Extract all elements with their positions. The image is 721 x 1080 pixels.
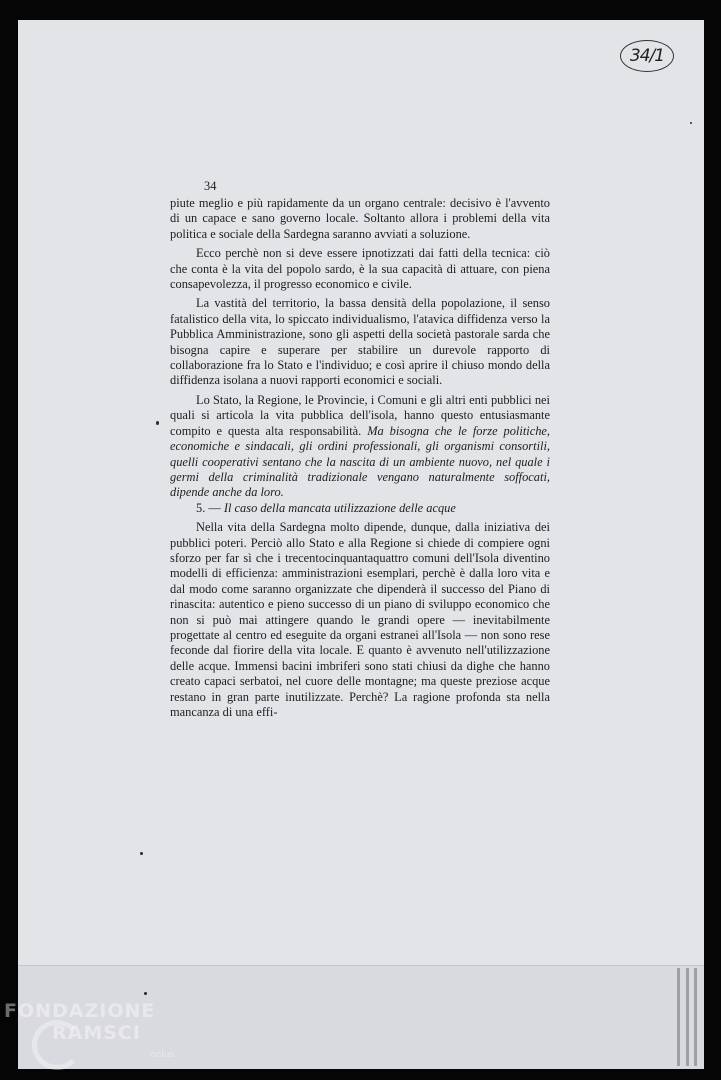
page-edge-strip: [677, 968, 680, 1066]
paper-speck: [140, 852, 143, 855]
paper-speck: [144, 992, 147, 995]
section-title: Il caso della mancata utilizzazione delle acque: [223, 500, 456, 515]
watermark-onlus: onlus: [150, 1050, 175, 1060]
page-number: 34: [204, 179, 217, 193]
paragraph: piute meglio e più rapidamente da un organo centrale: decisivo è l'avvento di un capace e sano governo locale. Soltanto allora i problemi della vita politica e sociale della Sardegna saranno avviati a soluzione.: [170, 196, 550, 241]
paper-speck: [156, 421, 159, 425]
paragraph: Nella vita della Sardegna molto dipende, dunque, dalla iniziativa dei pubblici poteri. Perciò allo Stato e alla Regione si chiede di compiere ogni sforzo per far sì che i trecentocinquantaquattro comuni dell'Isola diventino modelli di efficienza: amministrazioni esemplari, perchè è dalla loro vita e dal modo come saranno organizzate che dipenderà il successo del Piano di rinascita: autentico e pieno successo di un piano di sviluppo economico che non si può mai attingere quando le grandi opere — inevitabilmente progettate al centro ed eseguite da organi estranei all'Isola — non sono rese feconde dal fiorire della vita locale. E quanto è avvenuto nell'utilizzazione delle acque. Immensi bacini imbriferi sono stati chiusi da dighe che hanno creato capaci serbatoi, nel cuore delle montagne; ma queste preziose acque restano in gran parte inutilizzate. Perchè? La ragione profonda sta nella mancanza di una effi-: [170, 520, 550, 719]
paragraph: La vastità del territorio, la bassa densità della popolazione, il senso fatalistico della vita, lo spiccato individualismo, l'atavica diffidenza verso la Pubblica Amministrazione, sono gli aspetti della società pastorale sarda che bisogna capire e superare per stabilire un durevole rapporto di collaborazione fra lo Stato e l'individuo; e così aprire il chiuso mondo della diffidenza isolana a nuovi rapporti economici e sociali.: [170, 296, 550, 388]
watermark-line-2: RAMSCI: [52, 1022, 141, 1044]
paragraph: [170, 393, 550, 501]
page-edge-strip: [694, 968, 697, 1066]
paragraph: Ecco perchè non si deve essere ipnotizzati dai fatti della tecnica: ciò che conta è la vita del popolo sardo, è la sua capacità di attuare, con piena consapevolezza, il progresso economico e civile.: [170, 246, 550, 292]
paragraph-plain-text: Lo Stato, la Regione, le Provincie, i Comuni e gli altri enti pubblici nei quali si articola la vita pubblica dell'isola, hanno questo entusiasmante compito e questa alta responsabilità.: [170, 392, 550, 438]
paper-speck: [690, 122, 692, 124]
watermark-g-logo-icon: [32, 1020, 82, 1070]
fondazione-gramsci-watermark: [4, 1000, 175, 1060]
body-text: [170, 196, 550, 720]
paragraph-italic-text: Ma bisogna che le forze politiche, economiche e sindacali, gli ordini professionali, gli organismi consortili, quelli cooperativi sentano che la nascita di un ambiente nuovo, nel quale i germi della criminalità tradizionale vengano naturalmente soffocati, dipende anche da loro.: [170, 423, 550, 500]
page-edge-strip: [686, 968, 689, 1066]
section-heading: [170, 501, 550, 516]
watermark-line-1: FONDAZIONE: [4, 1000, 156, 1022]
archive-number-stamp: 34/1: [620, 40, 674, 72]
section-number: 5. —: [196, 500, 221, 515]
